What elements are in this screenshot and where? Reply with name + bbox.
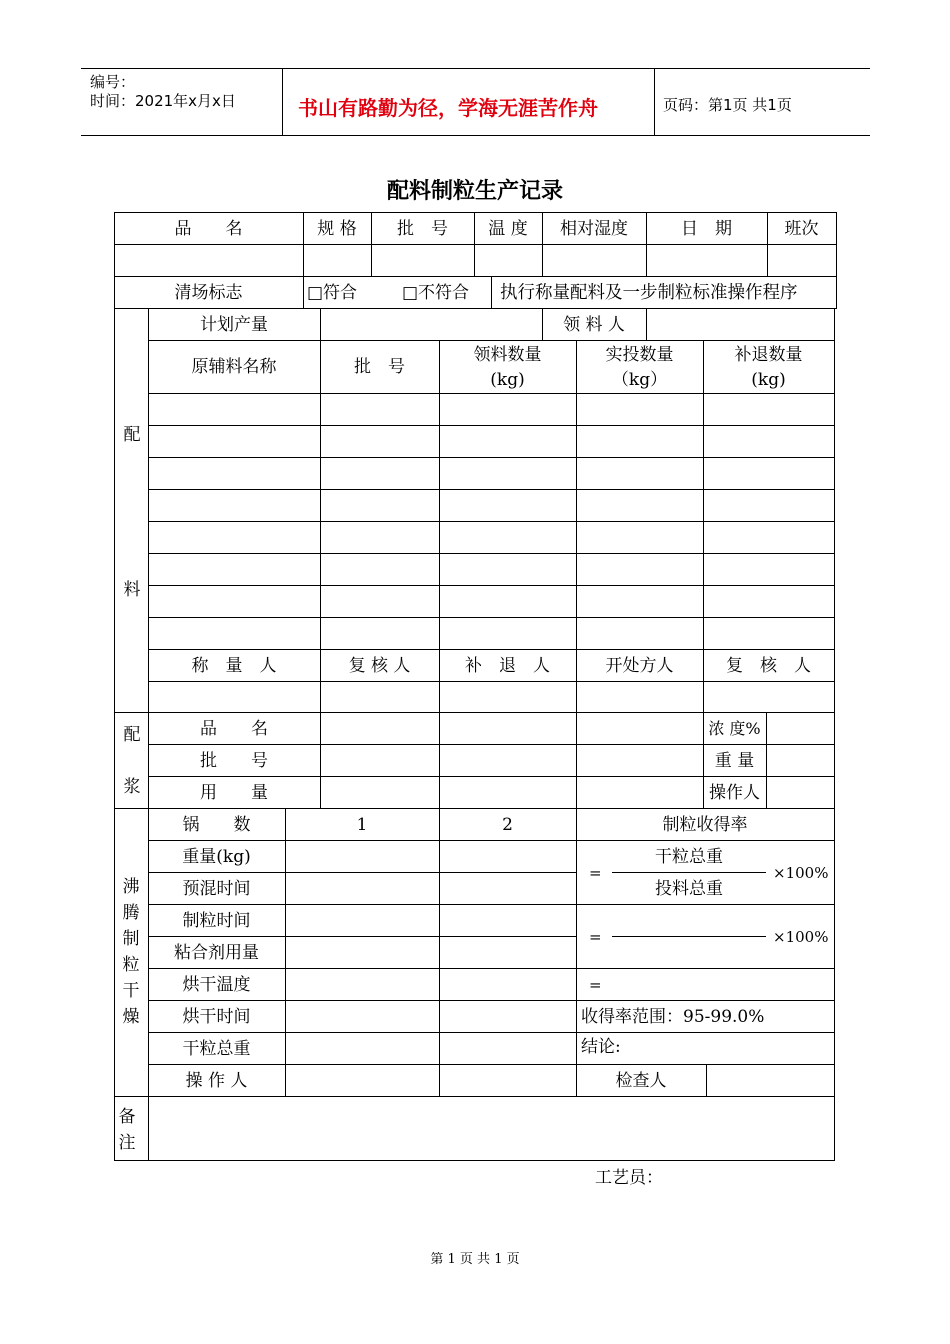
col-return-unit: (kg) <box>751 370 786 390</box>
batching-section-label-2: 料 <box>123 580 141 600</box>
slurry-batch-label: 批 号 <box>200 751 268 771</box>
drying-time-label: 烘干时间 <box>182 1007 251 1027</box>
drying-temp-label: 烘干温度 <box>182 975 251 995</box>
header-spec: 规 格 <box>317 219 357 239</box>
col-material-name: 原辅料名称 <box>191 357 277 377</box>
slurry-name-label: 品 名 <box>200 719 268 739</box>
clearance-pass-checkbox[interactable]: □符合 <box>307 283 358 303</box>
yield-formula-eq-1: = <box>589 864 602 882</box>
yield-range-text: 收得率范围：95-99.0% <box>581 1007 765 1027</box>
sign-prescriber-label: 开处方人 <box>605 656 674 676</box>
header-product-name: 品 名 <box>174 219 243 239</box>
remarks-label-2: 注 <box>118 1133 136 1153</box>
yield-denominator: 投料总重 <box>655 879 723 899</box>
sign-checker2-label: 复 核 人 <box>726 656 811 676</box>
yield-formula-eq-3: = <box>589 976 602 994</box>
inspector-label: 检查人 <box>615 1071 667 1091</box>
conclusion-label: 结论: <box>581 1037 621 1057</box>
page-footer: 第 1 页 共 1 页 <box>430 1252 520 1267</box>
premix-time-label: 预混时间 <box>182 879 251 899</box>
header-humidity: 相对湿度 <box>560 219 628 239</box>
planned-output-label: 计划产量 <box>200 315 268 335</box>
yield-times100-1: ×100% <box>773 864 829 882</box>
page-info: 页码：第1页 共1页 <box>663 96 792 114</box>
slurry-weight-label: 重 量 <box>714 751 755 771</box>
header-shift: 班次 <box>784 219 819 239</box>
binder-amount-label: 粘合剂用量 <box>174 943 259 963</box>
yield-title: 制粒收得率 <box>662 815 748 835</box>
operator-label: 操 作 人 <box>185 1071 248 1091</box>
col-return-qty: 补退数量 <box>734 345 803 365</box>
document-number-label: 编号： <box>90 73 136 91</box>
batching-section-label-1: 配 <box>123 425 141 445</box>
sign-checker-label: 复 核 人 <box>348 656 411 676</box>
slurry-concentration-label: 浓 度% <box>708 719 761 738</box>
receiver-label: 领 料 人 <box>563 315 625 335</box>
clearance-label: 清场标志 <box>174 283 243 303</box>
document-time-label: 时间：2021年x月x日 <box>90 92 236 110</box>
col-received-qty: 领料数量 <box>473 345 542 365</box>
dry-total-label: 干粒总重 <box>182 1039 251 1059</box>
slurry-operator-label: 操作人 <box>709 783 760 803</box>
granulation-time-label: 制粒时间 <box>182 911 251 931</box>
sop-text: 执行称量配料及一步制粒标准操作程序 <box>500 283 798 303</box>
clearance-fail-checkbox[interactable]: □不符合 <box>402 283 470 303</box>
col-actual-qty: 实投数量 <box>605 345 674 365</box>
slurry-section-label-2: 浆 <box>123 777 141 797</box>
header-batch: 批 号 <box>397 219 448 239</box>
yield-formula-eq-2: = <box>589 928 602 946</box>
yield-fraction-bar-1 <box>612 872 766 873</box>
granulation-section-label: 沸腾制粒干燥 <box>122 877 140 1027</box>
col-received-unit: (kg) <box>490 370 525 390</box>
remarks-label-1: 备 <box>118 1107 136 1127</box>
yield-numerator: 干粒总重 <box>655 847 723 867</box>
pot-1-label: 1 <box>356 815 368 835</box>
technician-label: 工艺员： <box>595 1168 663 1188</box>
sign-weigher-label: 称 量 人 <box>191 656 277 676</box>
col-batch-number: 批 号 <box>354 357 405 377</box>
weight-label: 重量(kg) <box>182 847 251 867</box>
pot-count-label: 锅 数 <box>182 815 251 835</box>
pot-2-label: 2 <box>502 815 513 835</box>
yield-fraction-bar-2 <box>612 936 766 937</box>
col-actual-unit: （kg） <box>611 370 668 390</box>
header-date: 日 期 <box>681 219 732 239</box>
header-temperature: 温 度 <box>488 219 528 239</box>
slurry-usage-label: 用 量 <box>200 783 268 803</box>
page-title: 配料制粒生产记录 <box>386 179 563 204</box>
motto-text: 书山有路勤为径，学海无涯苦作舟 <box>298 96 598 120</box>
slurry-section-label-1: 配 <box>123 725 141 745</box>
sign-returner-label: 补 退 人 <box>465 656 550 676</box>
yield-times100-2: ×100% <box>773 928 829 946</box>
